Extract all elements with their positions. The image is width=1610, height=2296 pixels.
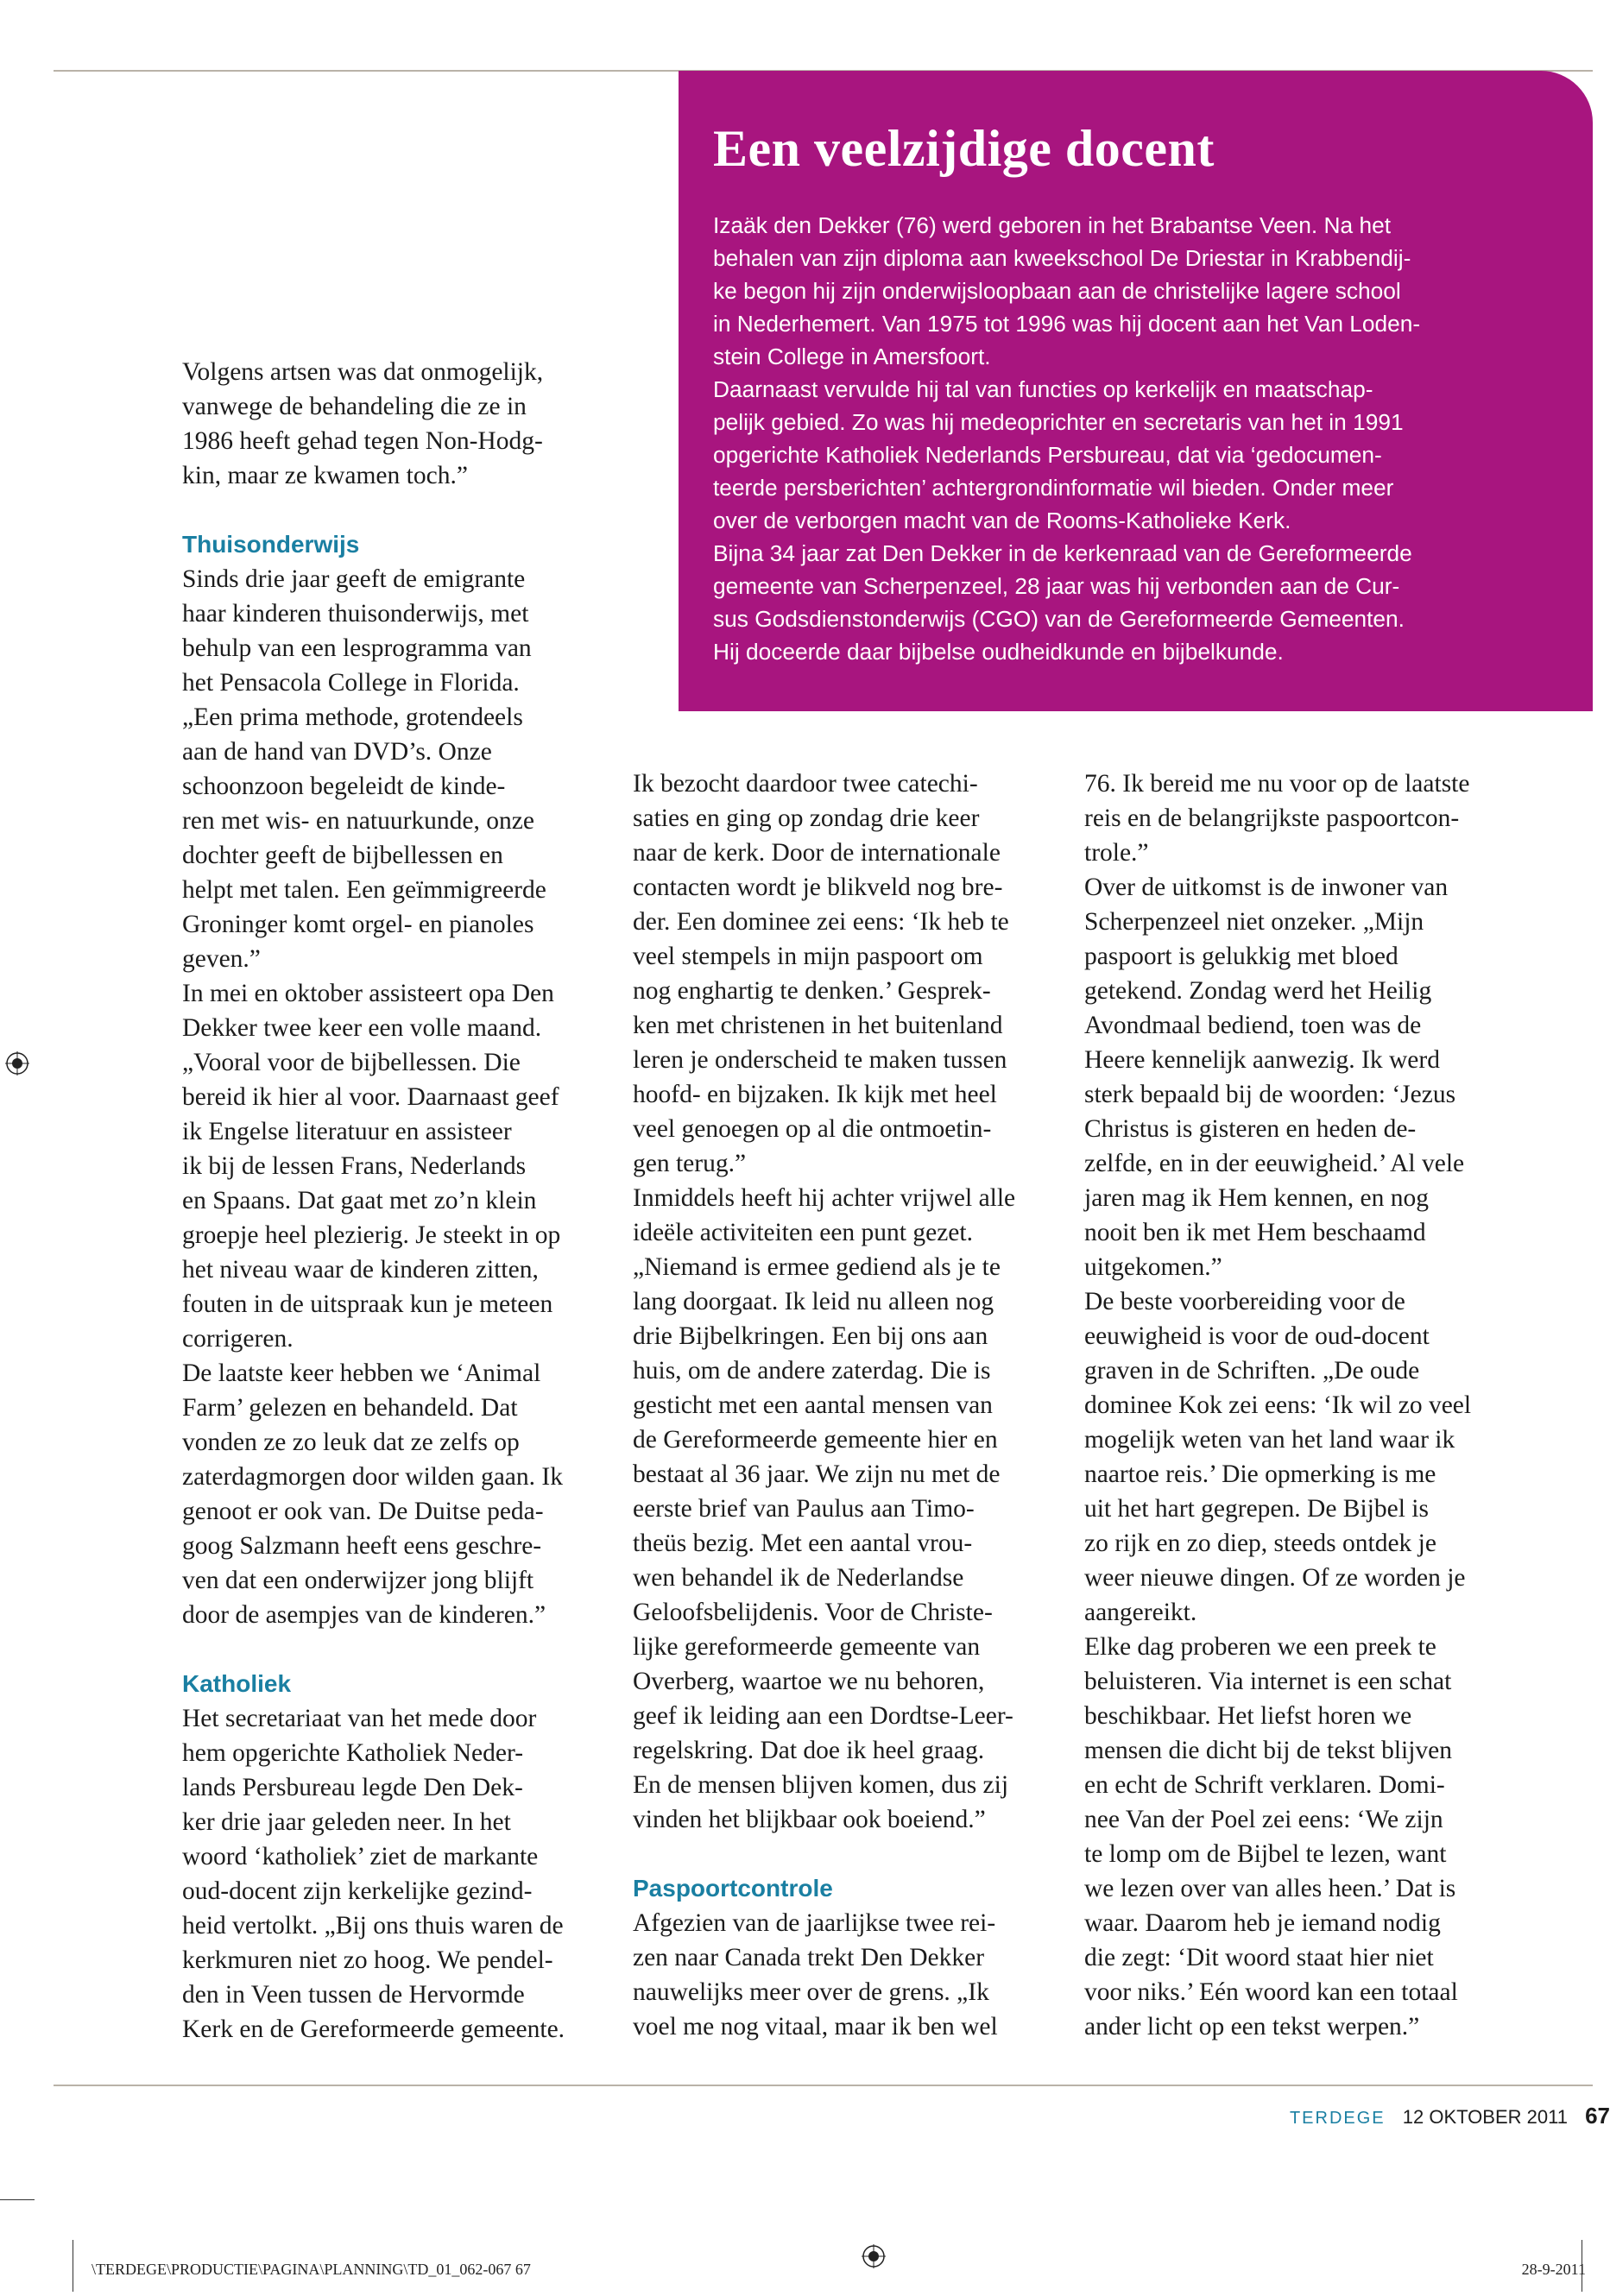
text-line: zelfde, en in der eeuwigheid.’ Al vele: [1084, 1150, 1465, 1177]
text-line: „Een prima methode, grotendeels: [182, 703, 523, 731]
text-line: goog Salzmann heeft eens geschre-: [182, 1532, 542, 1560]
sidebar-text: [713, 209, 1576, 668]
text-line: veel stempels in mijn paspoort om: [633, 943, 983, 970]
text-line: En de mensen blijven komen, dus zij: [633, 1771, 1009, 1799]
text-line: sus Godsdienstonderwijs (CGO) van de Gereformeerde Gemeenten.: [713, 606, 1405, 632]
text-line: opgerichte Katholiek Nederlands Persbureau, dat via ‘gedocumen-: [713, 442, 1382, 468]
text-line: naartoe reis.’ Die opmerking is me: [1084, 1460, 1436, 1488]
text-line: nauwelijks meer over de grens. „Ik: [633, 1978, 989, 2006]
text-line: ik bij de lessen Frans, Nederlands: [182, 1152, 527, 1180]
text-line: over de verborgen macht van de Rooms-Katholieke Kerk.: [713, 508, 1291, 533]
sidebar-box: [679, 71, 1593, 711]
text-line: trole.”: [1084, 839, 1149, 867]
text-line: huis, om de andere zaterdag. Die is: [633, 1357, 991, 1385]
text-line: Volgens artsen was dat onmogelijk,: [182, 358, 544, 386]
text-line: corrigeren.: [182, 1325, 294, 1353]
text-line: schoonzoon begeleidt de kinde-: [182, 773, 506, 800]
text-line: heid vertolkt. „Bij ons thuis waren de: [182, 1912, 564, 1940]
text-line: Geloofsbelijdenis. Voor de Christe-: [633, 1599, 993, 1626]
text-line: „Vooral voor de bijbellessen. Die: [182, 1049, 521, 1076]
text-line: vonden ze zo leuk dat ze zelfs op: [182, 1429, 520, 1456]
text-line: regelskring. Dat doe ik heel graag.: [633, 1737, 985, 1764]
text-line: ander licht op een tekst werpen.”: [1084, 2013, 1420, 2041]
text-line: Inmiddels heeft hij achter vrijwel alle: [633, 1184, 1016, 1212]
text-line: contacten wordt je blikveld nog bre-: [633, 874, 1003, 901]
text-line: door de asempjes van de kinderen.”: [182, 1601, 546, 1629]
column-1-intro: [182, 355, 614, 493]
text-line: Overberg, waartoe we nu behoren,: [633, 1668, 985, 1695]
text-line: vanwege de behandeling die ze in: [182, 393, 527, 420]
text-line: voel me nog vitaal, maar ik ben wel: [633, 2013, 998, 2041]
text-line: naar de kerk. Door de internationale: [633, 839, 1001, 867]
text-line: pelijk gebied. Zo was hij medeoprichter en secretaris van het in 1991: [713, 409, 1404, 435]
text-line: paspoort is gelukkig met bloed: [1084, 943, 1398, 970]
text-line: en echt de Schrift verklaren. Domi-: [1084, 1771, 1445, 1799]
text-line: bereid ik hier al voor. Daarnaast geef: [182, 1083, 559, 1111]
text-line: bestaat al 36 jaar. We zijn nu met de: [633, 1460, 1001, 1488]
text-line: in Nederhemert. Van 1975 tot 1996 was hij docent aan het Van Loden-: [713, 311, 1421, 337]
text-line: Kerk en de Gereformeerde gemeente.: [182, 2015, 565, 2043]
text-line: veel genoegen op al die ontmoetin-: [633, 1115, 992, 1143]
text-line: reis en de belangrijkste paspoortcon-: [1084, 804, 1460, 832]
footer-date: 12 OKTOBER 2011: [1402, 2106, 1568, 2128]
text-line: der. Een dominee zei eens: ‘Ik heb te: [633, 908, 1009, 936]
text-line: oud-docent zijn kerkelijke gezind-: [182, 1877, 533, 1905]
text-line: sterk bepaald bij de woorden: ‘Jezus: [1084, 1081, 1456, 1108]
text-line: Dekker twee keer een volle maand.: [182, 1014, 542, 1042]
text-line: De laatste keer hebben we ‘Animal: [182, 1359, 541, 1387]
text-line: Heere kennelijk aanwezig. Ik werd: [1084, 1046, 1440, 1074]
text-line: die zegt: ‘Dit woord staat hier niet: [1084, 1944, 1434, 1971]
text-line: gen terug.”: [633, 1150, 747, 1177]
text-line: dominee Kok zei eens: ‘Ik wil zo veel: [1084, 1391, 1472, 1419]
text-line: stein College in Amersfoort.: [713, 344, 991, 369]
text-line: In mei en oktober assisteert opa Den: [182, 980, 554, 1007]
text-line: zaterdagmorgen door wilden gaan. Ik: [182, 1463, 563, 1491]
text-line: uitgekomen.”: [1084, 1253, 1222, 1281]
text-line: jaren mag ik Hem kennen, en nog: [1084, 1184, 1429, 1212]
text-line: gesticht met een aantal mensen van: [633, 1391, 993, 1419]
text-line: eerste brief van Paulus aan Timo-: [633, 1495, 975, 1523]
text-line: het niveau waar de kinderen zitten,: [182, 1256, 539, 1284]
text-line: ren met wis- en natuurkunde, onze: [182, 807, 534, 835]
column-2-body: [633, 766, 1064, 1837]
heading-paspoortcontrole: Paspoortcontrole: [633, 1875, 833, 1902]
text-line: groepje heel plezierig. Je steekt in op: [182, 1221, 561, 1249]
text-line: den in Veen tussen de Hervormde: [182, 1981, 525, 2009]
text-line: aan de hand van DVD’s. Onze: [182, 738, 492, 766]
text-line: Christus is gisteren en heden de-: [1084, 1115, 1417, 1143]
text-line: dochter geeft de bijbellessen en: [182, 842, 503, 869]
text-line: Farm’ gelezen en behandeld. Dat: [182, 1394, 518, 1422]
text-line: Scherpenzeel niet onzeker. „Mijn: [1084, 908, 1424, 936]
text-line: getekend. Zondag werd het Heilig: [1084, 977, 1432, 1005]
text-line: Daarnaast vervulde hij tal van functies op kerkelijk en maatschap-: [713, 376, 1373, 402]
text-line: graven in de Schriften. „De oude: [1084, 1357, 1420, 1385]
text-line: weer nieuwe dingen. Of ze worden je: [1084, 1564, 1466, 1592]
heading-thuisonderwijs: Thuisonderwijs: [182, 531, 360, 558]
text-line: Sinds drie jaar geeft de emigrante: [182, 565, 526, 593]
text-line: theüs bezig. Met een aantal vrou-: [633, 1530, 973, 1557]
text-line: zo rijk en zo diep, steeds ontdek je: [1084, 1530, 1436, 1557]
text-line: Het secretariaat van het mede door: [182, 1705, 537, 1732]
text-line: nee Van der Poel zei eens: ‘We zijn: [1084, 1806, 1443, 1833]
text-line: hoofd- en bijzaken. Ik kijk met heel: [633, 1081, 997, 1108]
text-line: we lezen over van alles heen.’ Dat is: [1084, 1875, 1456, 1902]
text-line: drie Bijbelkringen. Een bij ons aan: [633, 1322, 988, 1350]
text-line: aangereikt.: [1084, 1599, 1197, 1626]
text-line: 1986 heeft gehad tegen Non-Hodg-: [182, 427, 543, 455]
text-line: saties en ging op zondag drie keer: [633, 804, 980, 832]
footer-page-number: 67: [1585, 2103, 1610, 2129]
text-line: Hij doceerde daar bijbelse oudheidkunde en bijbelkunde.: [713, 639, 1284, 665]
text-line: nog enghartig te denken.’ Gesprek-: [633, 977, 991, 1005]
text-line: ke begon hij zijn onderwijsloopbaan aan de christelijke lagere school: [713, 278, 1401, 304]
text-line: te lomp om de Bijbel te lezen, want: [1084, 1840, 1447, 1868]
text-line: ven dat een onderwijzer jong blijft: [182, 1567, 534, 1594]
text-line: eeuwigheid is voor de oud-docent: [1084, 1322, 1430, 1350]
column-3: [1084, 766, 1516, 2044]
slug-date: 28-9-2011: [1521, 2261, 1586, 2278]
text-line: kin, maar ze kwamen toch.”: [182, 462, 468, 489]
text-line: kerkmuren niet zo hoog. We pendel-: [182, 1946, 553, 1974]
footer-magazine: TERDEGE: [1289, 2109, 1386, 2128]
column-1-thuisonderwijs: [182, 562, 614, 1632]
text-line: Groninger komt orgel- en pianoles: [182, 911, 534, 938]
text-line: helpt met talen. Een geïmmigreerde: [182, 876, 546, 904]
text-line: genoot er ook van. De Duitse peda-: [182, 1498, 544, 1525]
text-line: behulp van een lesprogramma van: [182, 634, 532, 662]
text-line: 76. Ik bereid me nu voor op de laatste: [1084, 770, 1470, 798]
text-line: voor niks.’ Eén woord kan een totaal: [1084, 1978, 1458, 2006]
text-line: gemeente van Scherpenzeel, 28 jaar was hij verbonden aan de Cur-: [713, 573, 1400, 599]
text-line: lands Persbureau legde Den Dek-: [182, 1774, 523, 1801]
text-line: lijke gereformeerde gemeente van: [633, 1633, 981, 1661]
text-line: wen behandel ik de Nederlandse: [633, 1564, 964, 1592]
text-line: hem opgerichte Katholiek Neder-: [182, 1739, 524, 1767]
text-line: vinden het blijkbaar ook boeiend.”: [633, 1806, 986, 1833]
column-2-paspoortcontrole: [633, 1906, 1064, 2044]
text-line: mogelijk weten van het land waar ik: [1084, 1426, 1455, 1454]
registration-mark-icon: [862, 2244, 886, 2268]
text-line: ken met christenen in het buitenland: [633, 1012, 1003, 1039]
text-line: teerde persberichten’ achtergrondinformatie wil bieden. Onder meer: [713, 475, 1394, 501]
text-line: ker drie jaar geleden neer. In het: [182, 1808, 511, 1836]
text-line: fouten in de uitspraak kun je meteen: [182, 1290, 553, 1318]
text-line: de Gereformeerde gemeente hier en: [633, 1426, 998, 1454]
text-line: beschikbaar. Het liefst horen we: [1084, 1702, 1412, 1730]
sidebar-title: Een veelzijdige docent: [713, 120, 1215, 177]
text-line: Izaäk den Dekker (76) werd geboren in het Brabantse Veen. Na het: [713, 212, 1392, 238]
text-line: geef ik leiding aan een Dordtse-Leer-: [633, 1702, 1013, 1730]
text-line: leren je onderscheid te maken tussen: [633, 1046, 1007, 1074]
text-line: nooit ben ik met Hem beschaamd: [1084, 1219, 1426, 1246]
text-line: waar. Daarom heb je iemand nodig: [1084, 1909, 1441, 1937]
column-1-katholiek: [182, 1701, 614, 2047]
text-line: uit het hart gegrepen. De Bijbel is: [1084, 1495, 1429, 1523]
crop-mark: [0, 2199, 35, 2200]
page-footer: [1290, 2103, 1610, 2129]
text-line: geven.”: [182, 945, 261, 973]
text-line: lang doorgaat. Ik leid nu alleen nog: [633, 1288, 994, 1315]
text-line: ideële activiteiten een punt gezet.: [633, 1219, 973, 1246]
slug-path: \TERDEGE\PRODUCTIE\PAGINA\PLANNING\TD_01_062-067 67: [92, 2261, 531, 2278]
text-line: Afgezien van de jaarlijkse twee rei-: [633, 1909, 996, 1937]
text-line: „Niemand is ermee gediend als je te: [633, 1253, 1001, 1281]
text-line: behalen van zijn diploma aan kweekschool De Driestar in Krabbendij-: [713, 245, 1411, 271]
text-line: het Pensacola College in Florida.: [182, 669, 520, 697]
text-line: Ik bezocht daardoor twee catechi-: [633, 770, 978, 798]
registration-mark-icon: [5, 1051, 29, 1075]
text-line: en Spaans. Dat gaat met zo’n klein: [182, 1187, 537, 1214]
column-1: [182, 355, 614, 2047]
text-line: Avondmaal bediend, toen was de: [1084, 1012, 1422, 1039]
text-line: zen naar Canada trekt Den Dekker: [633, 1944, 985, 1971]
text-line: De beste voorbereiding voor de: [1084, 1288, 1405, 1315]
text-line: mensen die dicht bij de tekst blijven: [1084, 1737, 1453, 1764]
column-3-body: [1084, 766, 1516, 2044]
bottom-rule: [54, 2085, 1593, 2086]
text-line: woord ‘katholiek’ ziet de markante: [182, 1843, 539, 1870]
text-line: Over de uitkomst is de inwoner van: [1084, 874, 1449, 901]
text-line: Elke dag proberen we een preek te: [1084, 1633, 1436, 1661]
text-line: Bijna 34 jaar zat Den Dekker in de kerkenraad van de Gereformeerde: [713, 540, 1412, 566]
text-line: ik Engelse literatuur en assisteer: [182, 1118, 512, 1145]
text-line: haar kinderen thuisonderwijs, met: [182, 600, 529, 628]
column-2: [633, 766, 1064, 2044]
text-line: beluisteren. Via internet is een schat: [1084, 1668, 1452, 1695]
heading-katholiek: Katholiek: [182, 1670, 292, 1697]
